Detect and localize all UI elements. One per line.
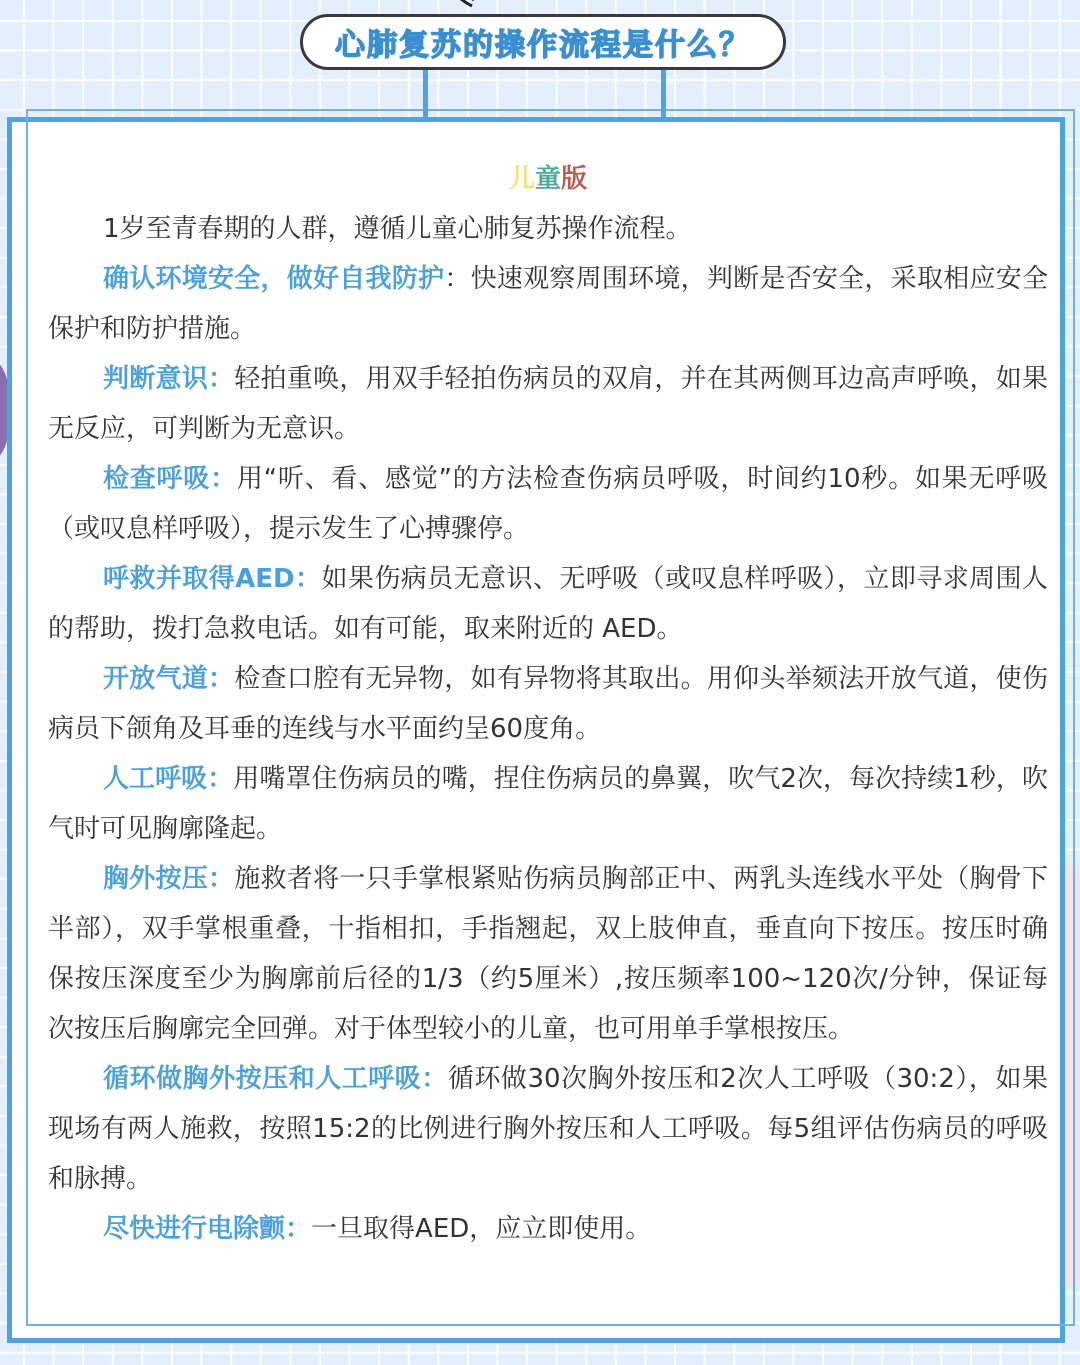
step-separator: ： [421, 1064, 448, 1094]
step-paragraph [48, 1054, 1048, 1204]
step-heading: 尽快进行电除颤 [103, 1214, 286, 1244]
title-banner [300, 14, 786, 70]
step-heading: 检查呼吸 [103, 464, 211, 494]
step-paragraph [48, 854, 1048, 1054]
step-heading: 胸外按压 [103, 864, 209, 894]
step-heading: 人工呼吸 [103, 764, 208, 794]
step-heading: 开放气道 [103, 664, 209, 694]
connector-line-left [423, 68, 428, 120]
subtitle-char-2: 童 [534, 164, 561, 194]
step-body: 用嘴罩住伤病员的嘴，捏住伤病员的鼻翼，吹气2次，每次持续1秒，吹气时可见胸廓隆起。 [48, 764, 1048, 844]
step-heading: 循环做胸外按压和人工呼吸 [103, 1064, 422, 1094]
step-separator: ： [444, 264, 471, 294]
step-body: 轻拍重唤，用双手轻拍伤病员的双肩，并在其两侧耳边高声呼唤，如果无反应，可判断为无意识。 [48, 364, 1048, 444]
step-separator: ： [208, 364, 235, 394]
step-separator: ： [285, 1214, 312, 1244]
intro-paragraph: 1岁至青春期的人群，遵循儿童心肺复苏操作流程。 [103, 214, 692, 244]
connector-line-right [661, 68, 666, 120]
step-paragraph [48, 654, 1048, 754]
step-paragraph [48, 454, 1048, 554]
step-body: 检查口腔有无异物，如有异物将其取出。用仰头举颏法开放气道，使伤病员下颌角及耳垂的连线与水平面约呈60度角。 [48, 664, 1048, 744]
step-separator: ： [294, 564, 322, 594]
subtitle-char-1: 儿 [508, 164, 535, 194]
step-heading: 呼救并取得AED [103, 564, 295, 594]
step-body: 循环做30次胸外按压和2次人工呼吸（30:2），如果现场有两人施救，按照15:2的比例进行胸外按压和人工呼吸。每5组评估伤病员的呼吸和脉搏。 [48, 1064, 1048, 1194]
step-separator: ： [210, 464, 237, 494]
step-body: 施救者将一只手掌根紧贴伤病员胸部正中、两乳头连线水平处（胸骨下半部），双手掌根重叠，十指相扣，手指翘起，双上肢伸直，垂直向下按压。按压时确保按压深度至少为胸廓前后径的1/3（约5厘米）,按压频率100~120次/分钟，保证每次按压后胸廓完全回弹。对于体型较小的儿童，也可用单手掌根按压。 [48, 864, 1048, 1044]
step-paragraph [48, 1204, 1048, 1254]
step-separator: ： [207, 764, 234, 794]
step-paragraph [48, 354, 1048, 454]
page-title: 心肺复苏的操作流程是什么？ [335, 28, 751, 63]
step-body: 用“听、看、感觉”的方法检查伤病员呼吸，时间约10秒。如果无呼吸（或叹息样呼吸），提示发生了心搏骤停。 [48, 464, 1048, 544]
step-paragraph [48, 754, 1048, 854]
step-body: 一旦取得AED，应立即使用。 [311, 1214, 652, 1244]
article-body [48, 154, 1048, 1254]
step-body: 如果伤病员无意识、无呼吸（或叹息样呼吸），立即寻求周围人的帮助，拨打急救电话。如有可能，取来附近的 AED。 [48, 564, 1048, 644]
step-separator: ： [208, 664, 235, 694]
step-separator: ： [208, 864, 235, 894]
step-paragraph [48, 254, 1048, 354]
step-heading: 确认环境安全，做好自我防护 [103, 264, 445, 294]
step-heading: 判断意识 [103, 364, 209, 394]
step-body: 快速观察周围环境，判断是否安全，采取相应安全保护和防护措施。 [48, 264, 1048, 344]
section-subtitle [48, 154, 1048, 204]
subtitle-char-3: 版 [561, 164, 588, 194]
step-paragraph [48, 554, 1048, 654]
